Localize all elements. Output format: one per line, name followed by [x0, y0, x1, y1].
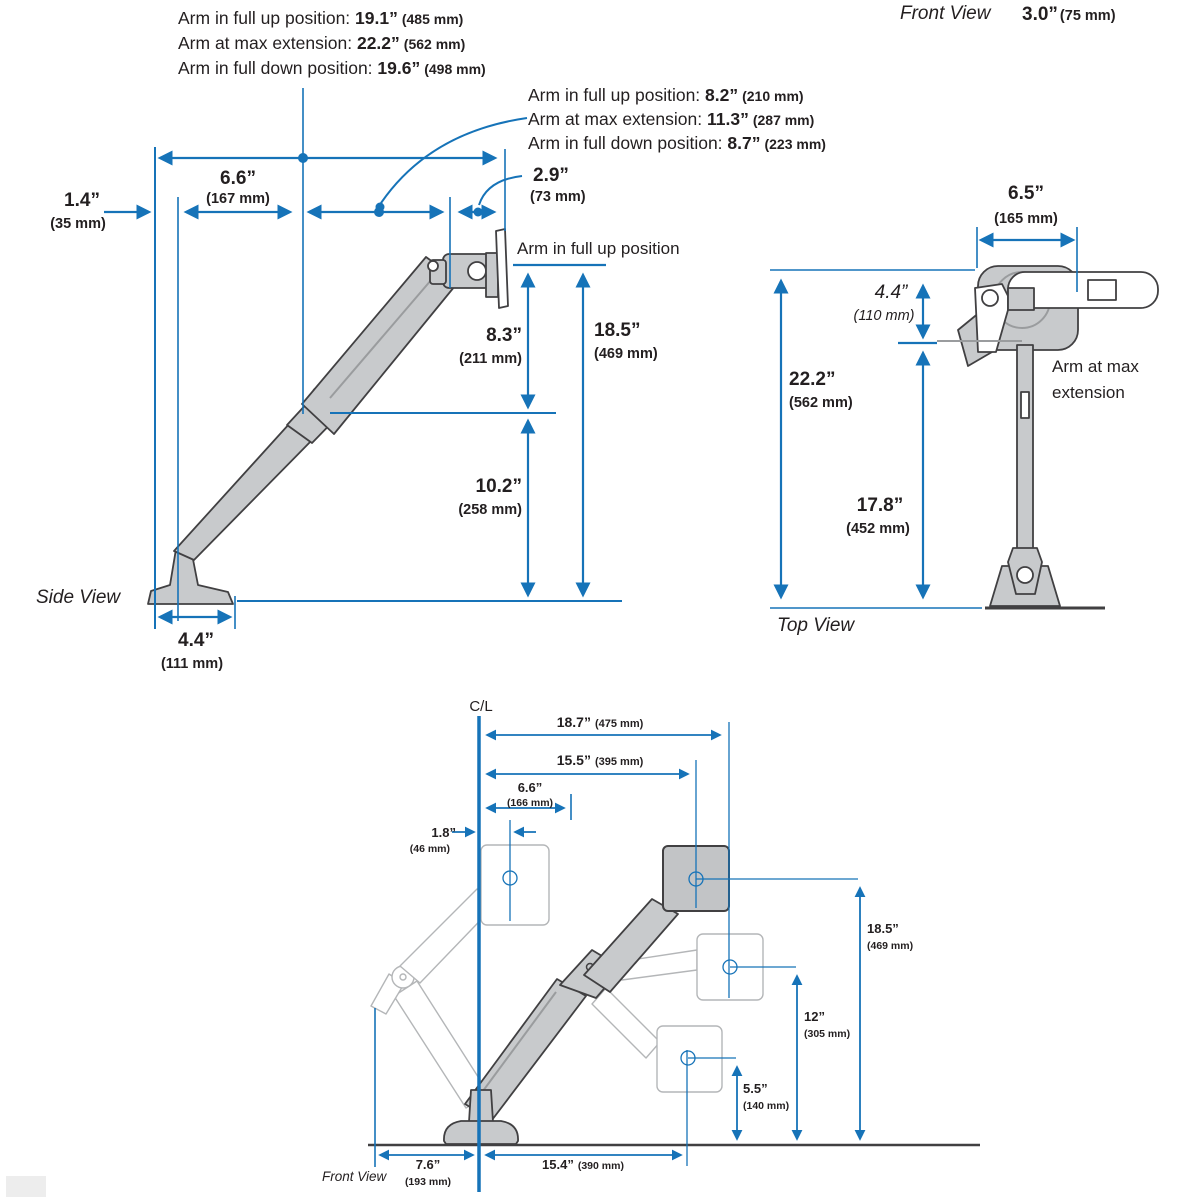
height-callout-line-3: Arm in full down position: 19.6” (498 mm)	[178, 58, 486, 78]
extension-callout-line-2: Arm at max extension: 11.3” (287 mm)	[528, 109, 815, 129]
monitor-plate-full-up	[481, 845, 549, 925]
top-view-arm-drawing	[937, 266, 1158, 608]
side-view-wrist-pivot	[468, 262, 486, 280]
dim-label-22-2-mm: (562 mm)	[789, 395, 853, 411]
top-view-pole-slot	[1021, 392, 1029, 418]
dim-label-2-9-mm: (73 mm)	[530, 189, 586, 205]
dim-label-1-8-in: 1.8”	[431, 825, 456, 840]
side-view-arm-stripe	[330, 272, 438, 398]
dim-label-22-2-in: 22.2”	[789, 369, 836, 390]
centerline-label: C/L	[469, 698, 493, 715]
dim-label-5-5-in: 5.5”	[743, 1081, 768, 1096]
height-callout-line-2: Arm at max extension: 22.2” (562 mm)	[178, 33, 466, 53]
dim-label-4-4-mm: (111 mm)	[160, 656, 224, 672]
dim-label-7-6-mm: (193 mm)	[404, 1176, 452, 1188]
dim-label-1-4-mm: (35 mm)	[50, 216, 106, 232]
dim-label-1-4-in: 1.4”	[64, 190, 100, 211]
front-view-label: Front View	[322, 1169, 387, 1184]
front-view-top-caption	[900, 3, 1116, 25]
top-view-labels	[777, 183, 1139, 636]
side-view-label: Side View	[36, 587, 121, 608]
dim-label-10-2-in: 10.2”	[475, 476, 522, 497]
arm-max-extension-label-line1: Arm at max	[1052, 357, 1139, 376]
dim-label-4-4-top-in: 4.4”	[874, 282, 908, 303]
dim-label-4-4-top-mm: (110 mm)	[853, 308, 915, 324]
top-view-arm-notch	[1088, 280, 1116, 300]
dim-label-4-4-in: 4.4”	[178, 630, 214, 651]
extension-callout-line-3: Arm in full down position: 8.7” (223 mm)	[528, 133, 826, 153]
dim-label-7-6-in: 7.6”	[415, 1157, 441, 1172]
dim-label-1-8-mm: (46 mm)	[409, 843, 450, 855]
front-view-arm-drawing	[368, 845, 980, 1145]
top-view-label: Top View	[777, 615, 855, 636]
dim-label-8-3-in: 8.3”	[486, 325, 522, 346]
ghost-lower-arm-left	[394, 981, 489, 1108]
monitor-plate-low	[657, 1026, 722, 1092]
front-base-stem	[469, 1090, 493, 1122]
dim-label-6-5-in: 6.5”	[1008, 183, 1044, 204]
front-view-top-label: Front View	[900, 3, 991, 24]
dim-label-18-5-front-mm: (469 mm)	[867, 940, 914, 952]
dim-label-17-8-mm: (452 mm)	[846, 521, 910, 537]
dim-label-15-5: 15.5” (395 mm)	[556, 752, 644, 768]
dim-label-12-mm: (305 mm)	[804, 1028, 851, 1040]
arm-up-position-label: Arm in full up position	[517, 239, 680, 258]
side-view-monitor-plate	[496, 229, 508, 308]
dim-label-18-7: 18.7” (475 mm)	[556, 714, 644, 730]
top-view-hinge-pivot	[982, 290, 998, 306]
side-view-lower-arm	[174, 423, 315, 560]
dim-dot-height-callout	[298, 153, 308, 163]
dim-label-17-8-in: 17.8”	[856, 495, 904, 516]
dim-label-15-4: 15.4” (390 mm)	[542, 1157, 624, 1172]
top-view-clevis-pivot	[1017, 567, 1033, 583]
height-callout-line-1: Arm in full up position: 19.1” (485 mm)	[178, 8, 464, 28]
ghost-arm-low-right	[592, 988, 660, 1058]
watermark-artifact	[6, 1176, 46, 1197]
dim-label-6-5-mm: (165 mm)	[994, 211, 1058, 227]
dim-label-6-6-front-mm: (166 mm)	[506, 797, 554, 809]
dim-label-18-5-front-in: 18.5”	[867, 921, 899, 936]
dim-label-6-6-in: 6.6”	[220, 168, 256, 189]
ghost-elbow-left-pivot	[400, 974, 406, 980]
top-view-pole	[1017, 345, 1033, 550]
side-view-vesa-bracket	[486, 253, 498, 297]
leader-dot-extension	[376, 203, 385, 212]
dim-label-5-5-mm: (140 mm)	[743, 1100, 790, 1112]
dim-label-3-0: 3.0” (75 mm)	[1022, 4, 1116, 25]
dim-label-6-6-front-in: 6.6”	[517, 780, 543, 795]
leader-2-9	[479, 176, 522, 205]
dim-label-18-5-mm: (469 mm)	[594, 346, 658, 362]
dim-dot-2-9	[474, 208, 483, 217]
arm-max-extension-label-line2: extension	[1052, 383, 1125, 402]
side-view-top-pivot	[428, 261, 438, 271]
dim-label-8-3-mm: (211 mm)	[459, 351, 522, 367]
dim-label-2-9-in: 2.9”	[533, 165, 569, 186]
dim-label-12-in: 12”	[804, 1009, 825, 1024]
dim-label-6-6-mm: (167 mm)	[206, 191, 270, 207]
top-view-clamp	[1008, 288, 1034, 310]
side-view-arm-drawing	[148, 229, 508, 604]
dim-label-10-2-mm: (258 mm)	[458, 502, 522, 518]
dim-label-18-5-in: 18.5”	[594, 320, 641, 341]
front-base-foot	[444, 1121, 518, 1144]
extension-callout-line-1: Arm in full up position: 8.2” (210 mm)	[528, 85, 804, 105]
